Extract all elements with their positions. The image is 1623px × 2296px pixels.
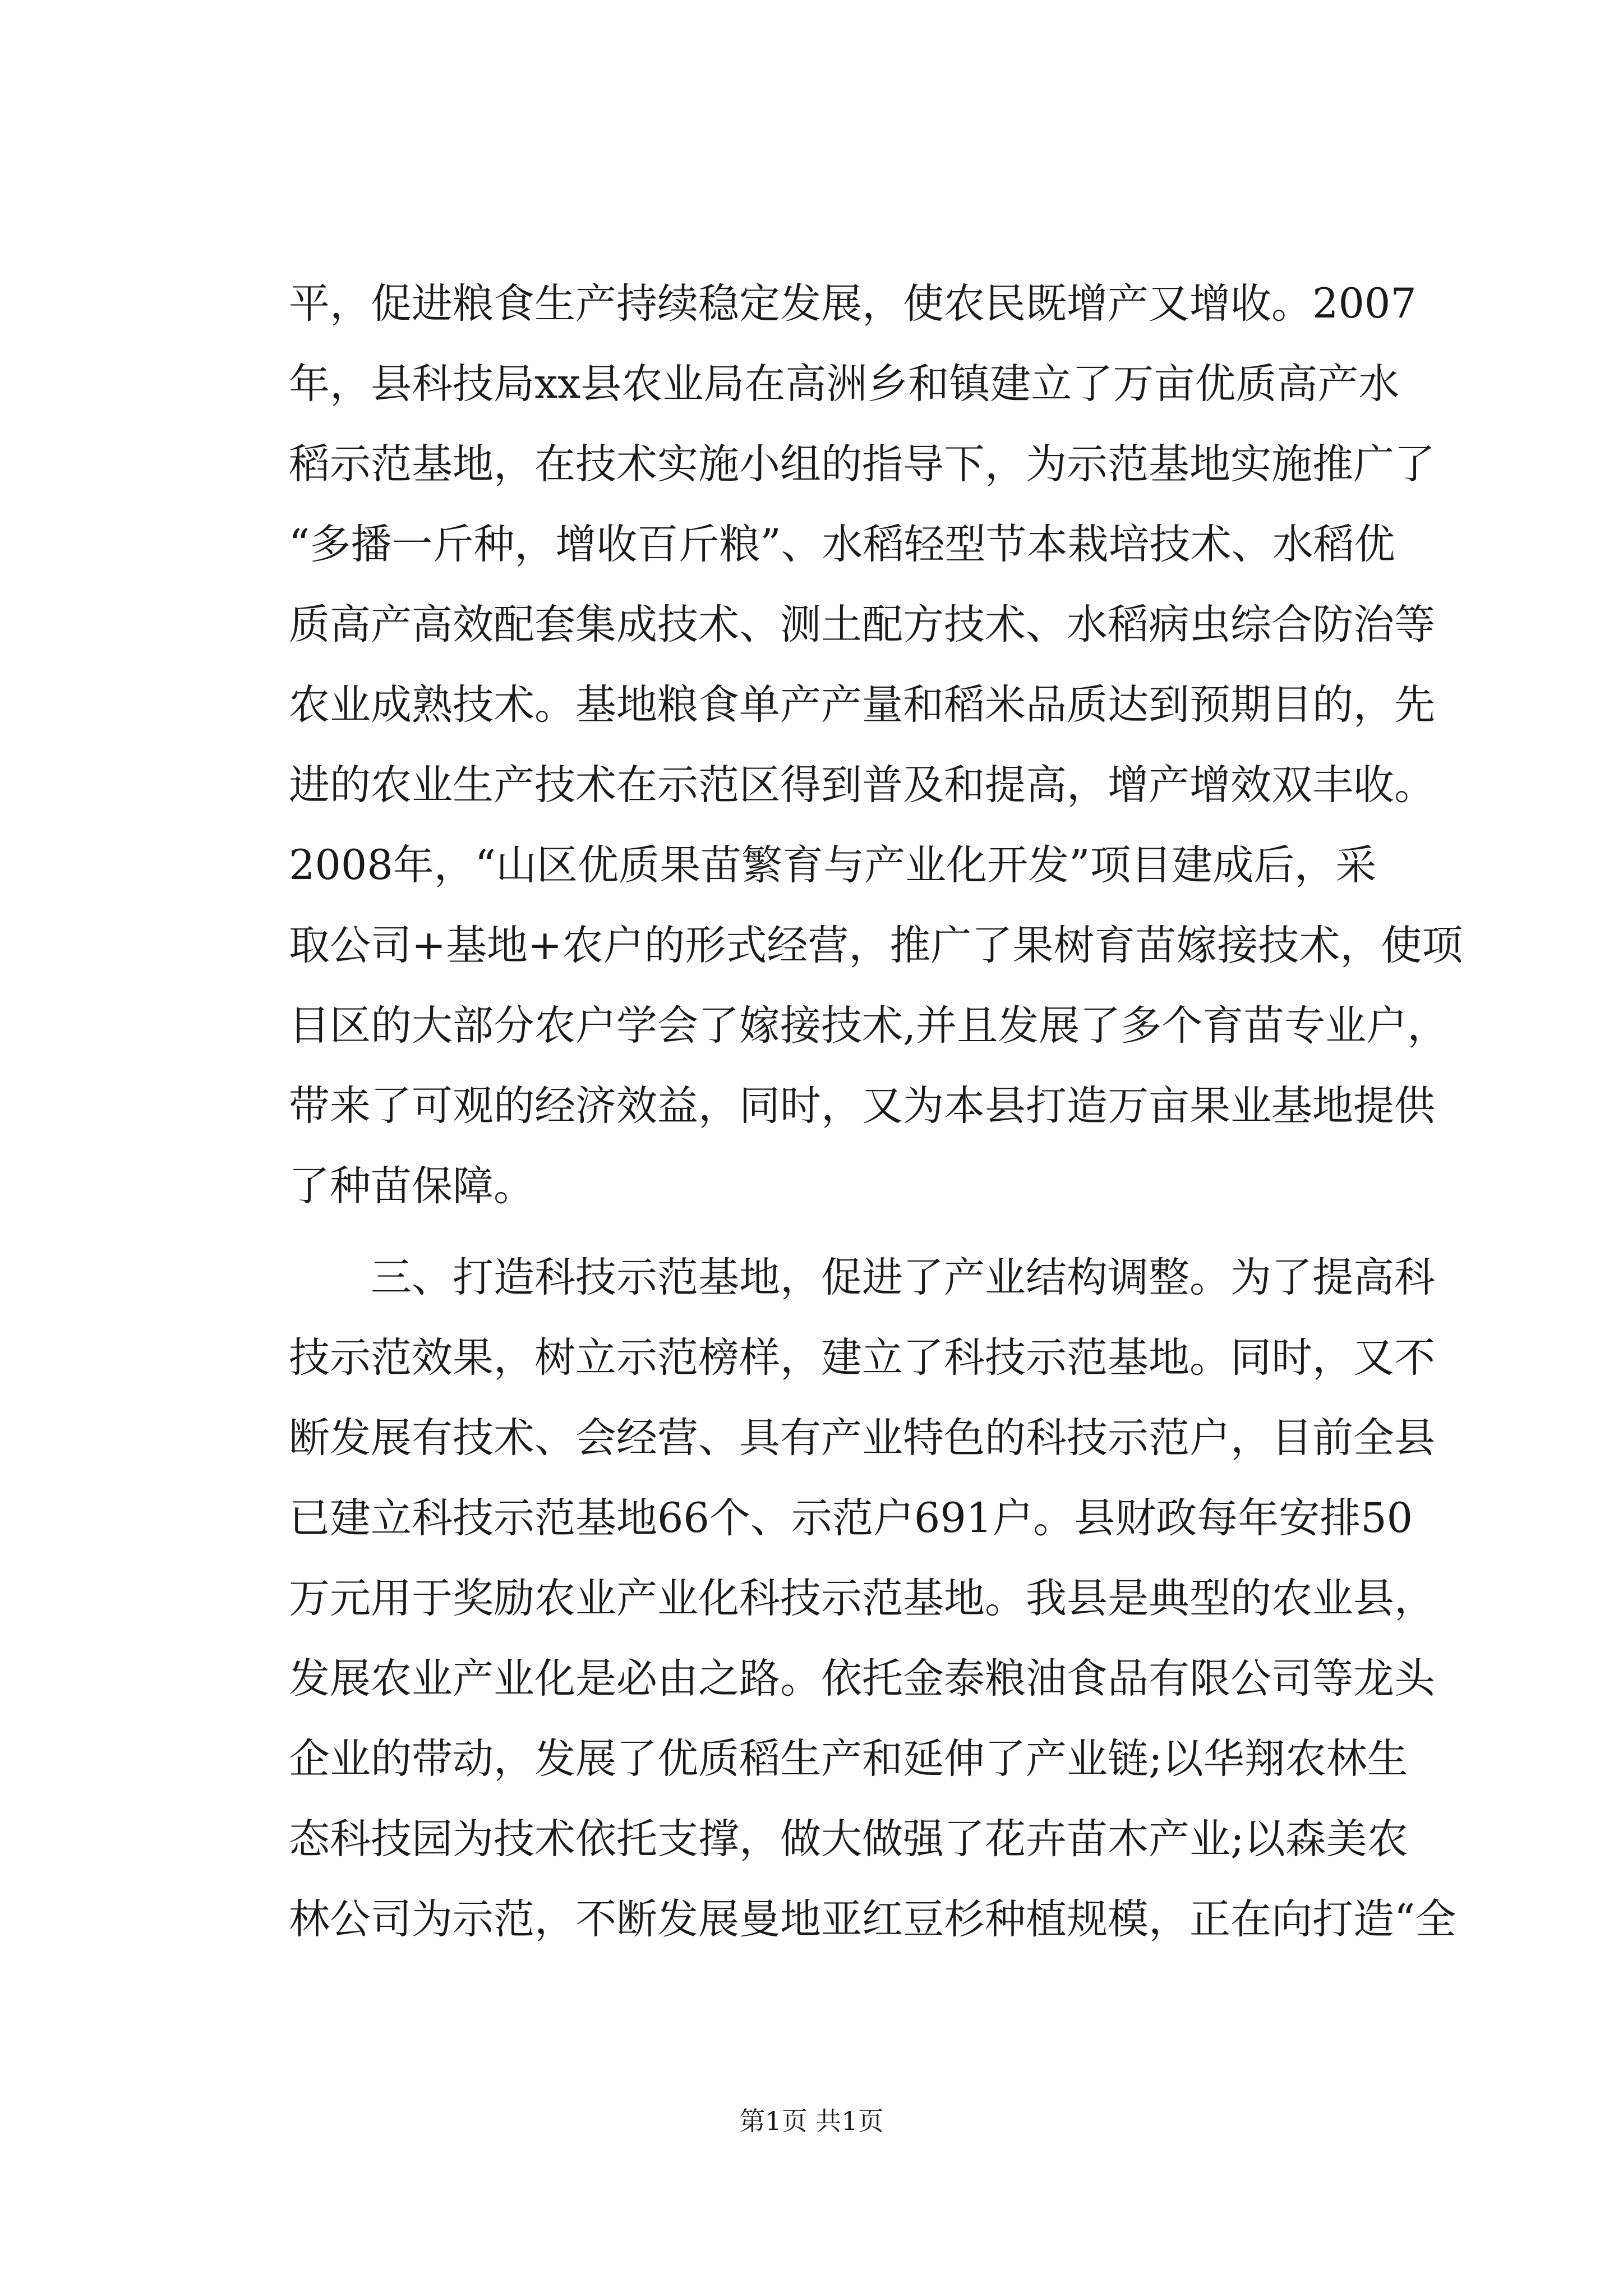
document-body [289,264,1463,1959]
text-line: 目区的大部分农户学会了嫁接技术,并且发展了多个育苗专业户， [289,1002,1449,1050]
paragraph-2 [289,1237,1456,1959]
text-line: 质高产高效配套集成技术、测土配方技术、水稻病虫综合防治等 [289,601,1435,648]
text-line: 林公司为示范，不断发展曼地亚红豆杉种植规模，正在向打造“全 [289,1895,1456,1943]
text-line: “多播一斤种，增收百斤粮”、水稻轻型节本栽培技术、水稻优 [289,521,1395,568]
text-line: 发展农业产业化是必由之路。依托金泰粮油食品有限公司等龙头 [289,1655,1435,1703]
text-line: 万元用于奖励农业产业化科技示范基地。我县是典型的农业县， [289,1575,1435,1622]
text-line: 年，县科技局xx县农业局在高洲乡和镇建立了万亩优质高产水 [289,360,1400,408]
text-line: 态科技园为技术依托支撑，做大做强了花卉苗木产业;以森美农 [289,1815,1408,1863]
text-line: 进的农业生产技术在示范区得到普及和提高，增产增效双丰收。 [289,761,1435,809]
paragraph-1 [289,264,1463,1226]
text-line: 2008年，“山区优质果苗繁育与产业化开发”项目建成后，采 [289,841,1377,889]
text-line: 企业的带动，发展了优质稻生产和延伸了产业链;以华翔农林生 [289,1735,1408,1783]
text-line: 技示范效果，树立示范榜样，建立了科技示范基地。同时，又不 [289,1334,1435,1382]
text-line: 稻示范基地，在技术实施小组的指导下，为示范基地实施推广了 [289,440,1435,488]
text-line: 平，促进粮食生产持续稳定发展，使农民既增产又增收。2007 [289,280,1417,328]
page-footer: 第1页 共1页 [739,2106,884,2136]
text-line: 取公司+基地+农户的形式经营，推广了果树育苗嫁接技术，使项 [289,922,1463,969]
paragraph-gap [289,1226,1343,1237]
text-line: 三、打造科技示范基地，促进了产业结构调整。为了提高科 [371,1254,1435,1301]
text-line: 农业成熟技术。基地粮食单产产量和稻米品质达到预期目的，先 [289,681,1435,729]
text-line: 已建立科技示范基地66个、示范户691户。县财政每年安排50 [289,1494,1413,1542]
text-line: 了种苗保障。 [289,1162,534,1210]
text-line: 断发展有技术、会经营、具有产业特色的科技示范户，目前全县 [289,1414,1435,1462]
text-line: 带来了可观的经济效益，同时，又为本县打造万亩果业基地提供 [289,1082,1435,1130]
